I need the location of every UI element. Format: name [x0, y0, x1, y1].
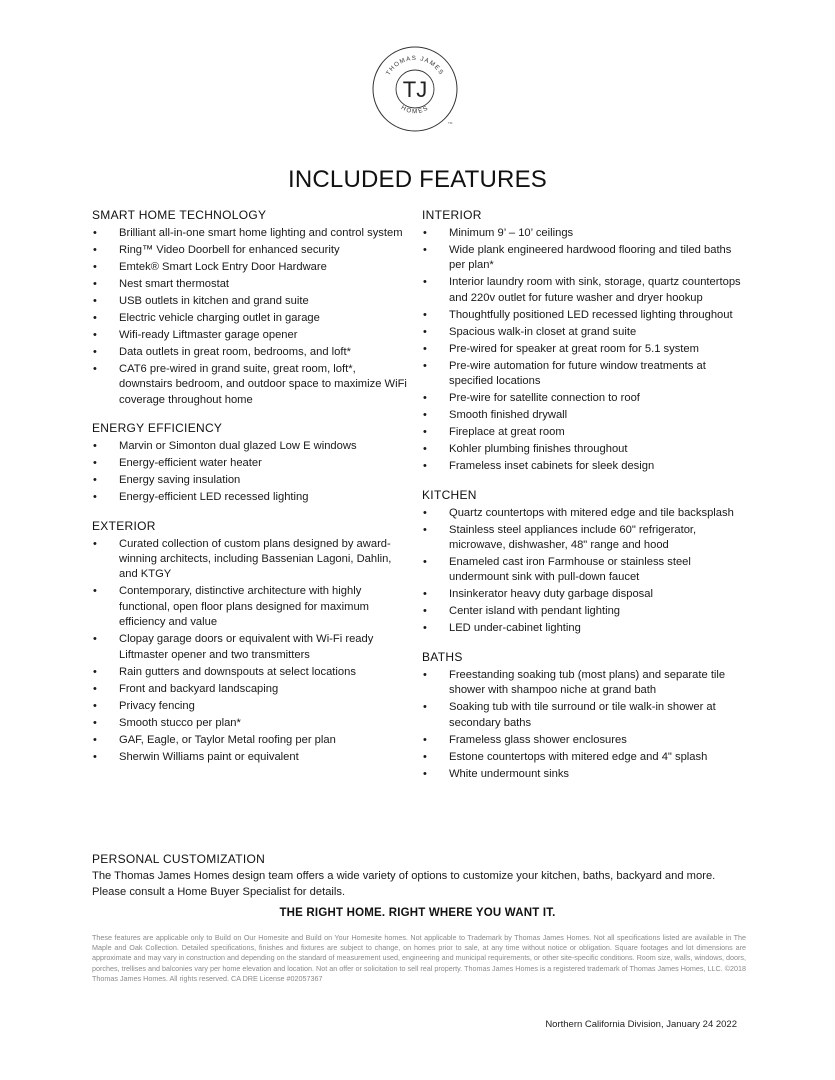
section-title: ENERGY EFFICIENCY	[92, 421, 223, 436]
section-title: KITCHEN	[422, 487, 477, 502]
feature-item: • CAT6 pre-wired in grand suite, great room, loft*, downstairs bedroom, and outdoor space to maximize WiFi coverage throughout home	[92, 362, 410, 408]
feature-item: • Smooth finished drywall	[422, 408, 748, 423]
feature-item: • Kohler plumbing finishes throughout	[422, 442, 748, 457]
feature-item: • Energy-efficient LED recessed lighting	[92, 490, 410, 505]
feature-item: • Soaking tub with tile surround or tile walk-in shower at secondary baths	[422, 700, 748, 731]
feature-section	[422, 207, 748, 475]
section-title: INTERIOR	[422, 208, 482, 222]
personal-customization	[92, 851, 744, 900]
feature-item: • Energy-efficient water heater	[92, 456, 410, 471]
feature-item: • Ring™ Video Doorbell for enhanced security	[92, 243, 410, 258]
feature-item: • Enameled cast iron Farmhouse or stainless steel undermount sink with pull-down faucet	[422, 555, 748, 586]
feature-item: • Pre-wire automation for future window treatments at specified locations	[422, 359, 748, 390]
disclaimer: These features are applicable only to Build on Our Homesite and Build on Your Homesite homes. Not applicable to Trademark by Thomas James Homes. Not all specifications listed are available in The Maple and Oak Collection. Detailed specifications, finishes and fixtures are subject to change, on homes prior to sale, at any time without notice or obligation. Square footages and lot dimensions are approximate and may vary in construction and depending on the standard of measurement used, engineering and municipal requirements, or other site-specific conditions. Room size, walls, windows, doors, porches, trellises and balconies vary per home elevation and location. Not an offer or solicitation to sell real property. Thomas James Homes is a registered trademark of Thomas James Homes, LLC. ©2018 Thomas James Homes. All rights reserved. CA DRE License #02057367	[92, 933, 747, 983]
feature-item: • Insinkerator heavy duty garbage disposal	[422, 587, 748, 602]
brand-logo	[370, 44, 460, 134]
feature-item: • White undermount sinks	[422, 767, 748, 782]
logo-trademark: TM	[448, 121, 453, 125]
feature-item: • Energy saving insulation	[92, 473, 410, 488]
feature-item: • Brilliant all-in-one smart home lighting and control system	[92, 226, 410, 241]
svg-text:HOMES	[400, 104, 430, 115]
feature-item: • Frameless inset cabinets for sleek design	[422, 459, 748, 474]
feature-list	[92, 226, 410, 408]
customization-title: PERSONAL CUSTOMIZATION	[92, 852, 266, 866]
feature-item: • Interior laundry room with sink, storage, quartz countertops and 220v outlet for future washer and dryer hookup	[422, 275, 748, 306]
feature-item: • Front and backyard landscaping	[92, 682, 410, 697]
feature-item: • LED under-cabinet lighting	[422, 621, 748, 636]
feature-section	[422, 649, 748, 782]
feature-section	[92, 518, 410, 765]
feature-item: • Curated collection of custom plans designed by award-winning architects, including Bassenian Lagoni, Dahlin, and KTGY	[92, 537, 410, 583]
section-title: SMART HOME TECHNOLOGY	[92, 208, 267, 222]
feature-item: • Fireplace at great room	[422, 425, 748, 440]
feature-item: • Wifi-ready Liftmaster garage opener	[92, 328, 410, 343]
feature-list	[92, 439, 410, 505]
tagline: THE RIGHT HOME. RIGHT WHERE YOU WANT IT.	[279, 907, 556, 919]
feature-item: • Freestanding soaking tub (most plans) and separate tile shower with shampoo niche at grand bath	[422, 668, 748, 699]
feature-section	[92, 420, 410, 505]
feature-list	[422, 226, 748, 475]
feature-item: • Rain gutters and downspouts at select locations	[92, 665, 410, 680]
feature-item: • Wide plank engineered hardwood flooring and tiled baths per plan*	[422, 243, 748, 274]
page-title: INCLUDED FEATURES	[288, 166, 547, 194]
feature-item: • Nest smart thermostat	[92, 277, 410, 292]
feature-item: • Pre-wire for satellite connection to roof	[422, 391, 748, 406]
feature-section	[92, 207, 410, 408]
feature-item: • Spacious walk-in closet at grand suite	[422, 325, 748, 340]
feature-item: • USB outlets in kitchen and grand suite	[92, 294, 410, 309]
feature-item: • Emtek® Smart Lock Entry Door Hardware	[92, 260, 410, 275]
logo-brand-bottom: HOMES	[399, 104, 431, 116]
feature-list	[422, 506, 748, 637]
feature-item: • Pre-wired for speaker at great room for 5.1 system	[422, 342, 748, 357]
feature-item: • Frameless glass shower enclosures	[422, 733, 748, 748]
logo-monogram: TJ	[402, 77, 428, 102]
feature-item: • Data outlets in great room, bedrooms, and loft*	[92, 345, 410, 360]
feature-item: • Marvin or Simonton dual glazed Low E windows	[92, 439, 410, 454]
svg-text:THOMAS JAMES	[385, 55, 445, 77]
section-title: BATHS	[422, 649, 463, 664]
brand-logo-seal	[370, 44, 460, 134]
feature-list	[92, 537, 410, 765]
feature-item: • Sherwin Williams paint or equivalent	[92, 750, 410, 765]
feature-item: • Privacy fencing	[92, 699, 410, 714]
left-column	[92, 207, 410, 777]
feature-section	[422, 487, 748, 637]
feature-item: • Minimum 9’ – 10’ ceilings	[422, 226, 748, 241]
feature-item: • Stainless steel appliances include 60" refrigerator, microwave, dishwasher, 48" range and hood	[422, 523, 748, 554]
feature-item: • Smooth stucco per plan*	[92, 716, 410, 731]
logo-brand-top: THOMAS JAMES	[384, 54, 446, 77]
feature-item: • Clopay garage doors or equivalent with Wi-Fi ready Liftmaster opener and two transmitters	[92, 632, 410, 663]
division-date: Northern California Division, January 24 2022	[545, 1019, 737, 1030]
feature-item: • Center island with pendant lighting	[422, 604, 748, 619]
right-column	[422, 207, 748, 794]
section-title: EXTERIOR	[92, 518, 156, 533]
feature-item: • Estone countertops with mitered edge and 4" splash	[422, 750, 748, 765]
feature-item: • Quartz countertops with mitered edge and tile backsplash	[422, 506, 748, 521]
feature-item: • Contemporary, distinctive architecture with highly functional, open floor plans designed for maximum efficiency and value	[92, 584, 410, 630]
feature-item: • Thoughtfully positioned LED recessed lighting throughout	[422, 308, 748, 323]
feature-list	[422, 668, 748, 782]
customization-text: The Thomas James Homes design team offers a wide variety of options to customize your kitchen, baths, backyard and more. Please consult a Home Buyer Specialist for details.	[92, 870, 716, 898]
feature-item: • GAF, Eagle, or Taylor Metal roofing per plan	[92, 733, 410, 748]
feature-item: • Electric vehicle charging outlet in garage	[92, 311, 410, 326]
